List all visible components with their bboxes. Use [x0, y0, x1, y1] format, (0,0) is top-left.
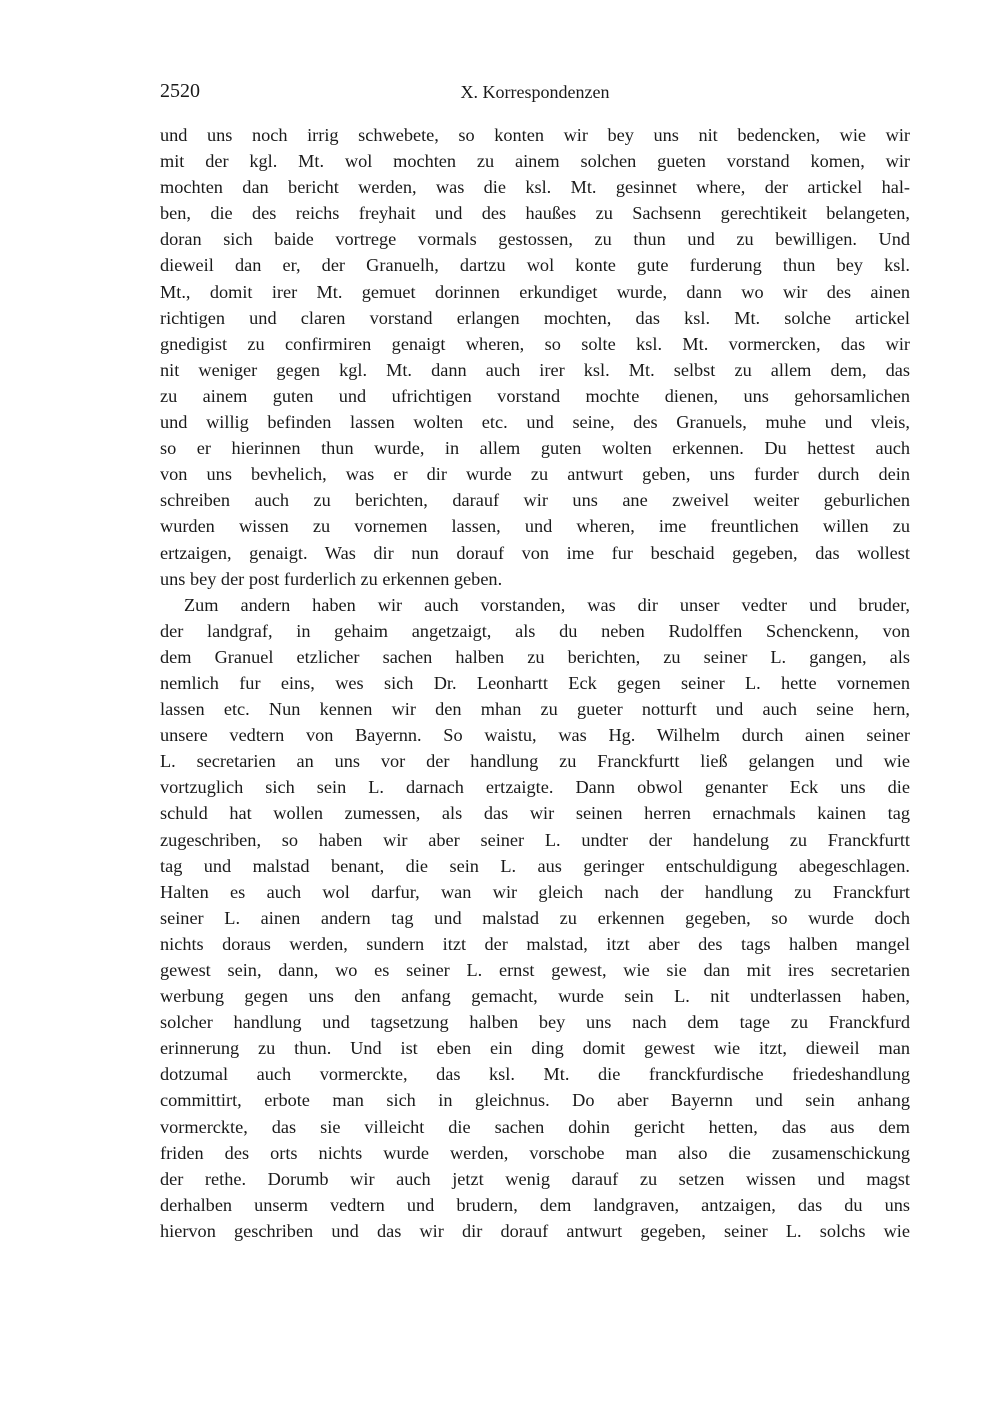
text-line: Halten es auch wol darfur, wan wir gleich nach der handlung zu Franckfurt: [160, 881, 910, 902]
text-line: tag und malstad benant, die sein L. aus geringer entschuldigung abegeschlagen.: [160, 855, 910, 876]
text-line: L. secretarien an uns vor der handlung zu Franckfurtt ließ gelangen und wie: [160, 751, 910, 772]
text-line: zu ainem guten und ufrichtigen vorstand mochte dienen, uns gehorsamlichen: [160, 385, 910, 406]
text-line: friden des orts nichts wurde werden, vorschobe man also die zusamenschickung: [160, 1142, 910, 1163]
text-line: solcher handlung und tagsetzung halben bey uns nach dem tage zu Franckfurd: [160, 1012, 910, 1033]
text-line: dem Granuel etzlicher sachen halben zu berichten, zu seiner L. gangen, als: [160, 646, 910, 667]
text-line: lassen etc. Nun kennen wir den mhan zu gueter notturft und auch seine hern,: [160, 699, 910, 720]
text-line: und willig befinden lassen wolten etc. und seine, des Granuels, muhe und vleis,: [160, 412, 910, 433]
text-line: nemlich fur eins, wes sich Dr. Leonhartt Eck gegen seiner L. hette vornemen: [160, 672, 910, 693]
text-line: seiner L. ainen andern tag und malstad zu erkennen gegeben, so wurde doch: [160, 907, 910, 928]
text-line: zugeschriben, so haben wir aber seiner L. undter der handelung zu Franckfurtt: [160, 829, 910, 850]
text-line: werbung gegen uns den anfang gemacht, wurde sein L. nit undterlassen haben,: [160, 986, 910, 1007]
text-line: ben, die des reichs freyhait und des haußes zu Sachsenn gerechtikeit belangeten,: [160, 203, 910, 224]
text-line: nit weniger gegen kgl. Mt. dann auch irer ksl. Mt. selbst zu allem dem, das: [160, 359, 910, 380]
text-line: mochten dan bericht werden, was die ksl. Mt. gesinnet where, der artickel hal-: [160, 177, 910, 198]
text-line: der rethe. Dorumb wir auch jetzt wenig darauf zu setzen wissen und magst: [160, 1168, 910, 1189]
text-line: nichts doraus werden, sundern itzt der malstad, itzt aber des tags halben mangel: [160, 933, 910, 954]
running-title: X. Korrespondenzen: [460, 82, 610, 102]
text-line: committirt, erbote man sich in gleichnus. Do aber Bayernn und sein anhang: [160, 1090, 910, 1111]
text-line: doran sich baide vortrege vormals gestossen, zu thun und zu bewilligen. Und: [160, 229, 910, 250]
text-line: wurden wissen zu vornemen lassen, und wheren, ime freuntlichen willen zu: [160, 516, 910, 537]
text-line: mit der kgl. Mt. wol mochten zu ainem solchen gueten vorstand komen, wir: [160, 151, 910, 172]
text-line: schuld hat wollen zumessen, als das wir seinen herren ernachmals kainen tag: [160, 803, 910, 824]
text-line: ertzaigen, genaigt. Was dir nun dorauf von ime fur beschaid gegeben, das wollest: [160, 542, 910, 563]
text-line: richtigen und claren vorstand erlangen mochten, das ksl. Mt. solche artickel: [160, 307, 910, 328]
text-line: dotzumal auch vormerckte, das ksl. Mt. die franckfurdische friedeshandlung: [160, 1064, 910, 1085]
text-line: dieweil dan er, der Granuelh, dartzu wol konte gute furderung thun bey ksl.: [160, 255, 910, 276]
text-line: hiervon geschriben und das wir dir dorauf antwurt gegeben, seiner L. solchs wie: [160, 1220, 910, 1241]
text-line: derhalben unserm vedtern und brudern, dem landgraven, antzaigen, das du uns: [160, 1194, 910, 1215]
text-line: gewest sein, dann, wo es seiner L. ernst gewest, wie sie dan mit ires secretarien: [160, 960, 910, 980]
text-line: schreiben auch zu berichten, darauf wir uns ane zweivel weiter geburlichen: [160, 490, 910, 511]
text-line: unsere vedtern von Bayernn. So waistu, was Hg. Wilhelm durch ainen seiner: [160, 725, 910, 746]
text-line: Zum andern haben wir auch vorstanden, was dir unser vedter und bruder,: [184, 594, 910, 615]
text-line: Mt., domit irer Mt. gemuet dorinnen erkundiget wurde, dann wo wir des ainen: [160, 281, 910, 302]
text-line: erinnerung zu thun. Und ist eben ein ding domit gewest wie itzt, dieweil man: [160, 1038, 910, 1059]
text-line: vortzuglich sich sein L. darnach ertzaigte. Dann obwol genanter Eck uns die: [160, 777, 910, 798]
text-line: uns bey der post furderlich zu erkennen geben.: [160, 568, 503, 589]
text-line: vormerckte, das sie villeicht die sachen dohin gericht hetten, das aus dem: [160, 1116, 910, 1137]
page-number: 2520: [160, 80, 200, 102]
text-line: und uns noch irrig schwebete, so konten wir bey uns nit bedencken, wie wir: [160, 125, 910, 145]
text-line: gnedigist zu confirmiren genaigt wheren, so solte ksl. Mt. vormercken, das wir: [160, 333, 910, 354]
body-text: [160, 122, 910, 1244]
text-line: von uns bevhelich, was er dir wurde zu antwurt geben, uns furder durch dein: [160, 464, 910, 485]
text-line: der landgraf, in gehaim angetzaigt, als du neben Rudolffen Schenckenn, von: [160, 620, 910, 641]
page-header: [160, 80, 910, 106]
text-line: so er hierinnen thun wurde, in allem guten wolten erkennen. Du hettest auch: [160, 438, 910, 459]
